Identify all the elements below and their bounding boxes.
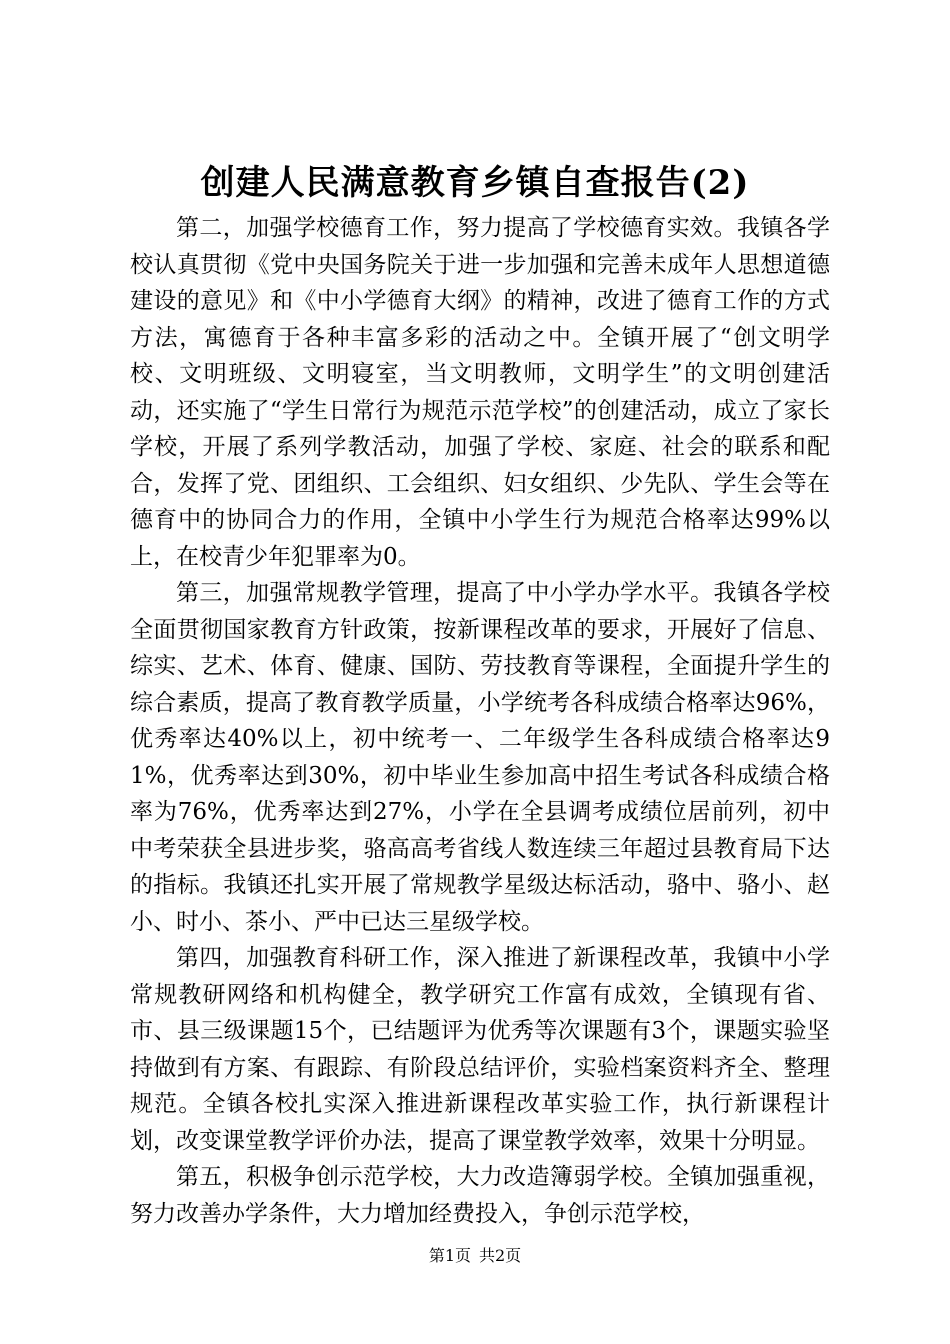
page-footer bbox=[0, 1244, 950, 1268]
paragraph-moral-education: 第二，加强学校德育工作，努力提高了学校德育实效。我镇各学校认真贯彻《党中央国务院关于进一步加强和完善未成年人思想道德建设的意见》和《中小学德育大纲》的精神，改进了德育工作的方式方法，寓德育于各种丰富多彩的活动之中。全镇开展了“创文明学校、文明班级、文明寝室，当文明教师，文明学生”的文明创建活动，还实施了“学生日常行为规范示范学校”的创建活动，成立了家长学校，开展了系列学教活动，加强了学校、家庭、社会的联系和配合，发挥了党、团组织、工会组织、妇女组织、少先队、学生会等在德育中的协同合力的作用，全镇中小学生行为规范合格率达99%以上，在校青少年犯罪率为0。 bbox=[130, 215, 830, 570]
paragraph-research: 第四，加强教育科研工作，深入推进了新课程改革，我镇中小学常规教研网络和机构健全，教学研究工作富有成效，全镇现有省、市、县三级课题15个，已结题评为优秀等次课题有3个，课题实验坚持做到有方案、有跟踪、有阶段总结评价，实验档案资料齐全、整理规范。全镇各校扎实深入推进新课程改革实验工作，执行新课程计划，改变课堂教学评价办法，提高了课堂教学效率，效果十分明显。 bbox=[130, 945, 830, 1154]
page-total: 共2页 bbox=[479, 1246, 522, 1265]
document-body bbox=[130, 210, 830, 1232]
document-title: 创建人民满意教育乡镇自查报告(2) bbox=[200, 163, 750, 203]
paragraph-model-schools: 第五，积极争创示范学校，大力改造簿弱学校。全镇加强重视，努力改善办学条件，大力增加经费投入，争创示范学校， bbox=[130, 1164, 830, 1227]
page-number: 第1页 bbox=[428, 1246, 471, 1265]
paragraph-teaching-management: 第三，加强常规教学管理，提高了中小学办学水平。我镇各学校全面贯彻国家教育方针政策，按新课程改革的要求，开展好了信息、综实、艺术、体育、健康、国防、劳技教育等课程，全面提升学生的综合素质，提高了教育教学质量，小学统考各科成绩合格率达96%，优秀率达40%以上，初中统考一、二年级学生各科成绩合格率达91%，优秀率达到30%，初中毕业生参加高中招生考试各科成绩合格率为76%，优秀率达到27%，小学在全县调考成绩位居前列，初中中考荣获全县进步奖，骆高高考省线人数连续三年超过县教育局下达的指标。我镇还扎实开展了常规教学星级达标活动，骆中、骆小、赵小、时小、茶小、严中已达三星级学校。 bbox=[130, 580, 830, 935]
